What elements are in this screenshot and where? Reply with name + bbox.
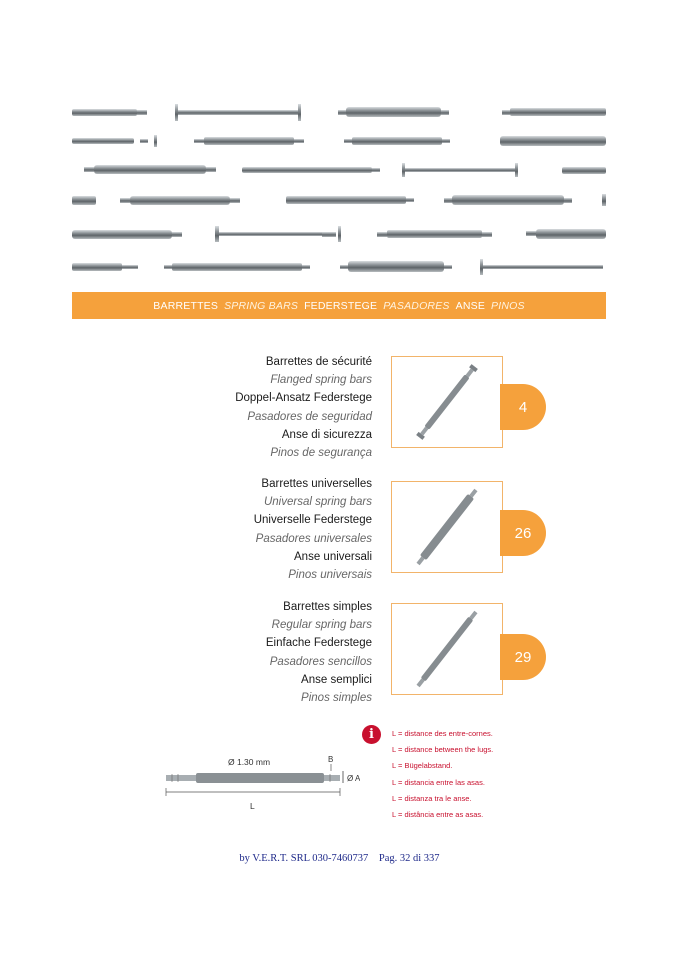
section-title-es: Pasadores sencillos <box>269 655 372 668</box>
section-title-fr: Barrettes de sécurité <box>265 356 372 368</box>
category-banner <box>72 292 606 319</box>
section-title-en: Flanged spring bars <box>270 374 372 387</box>
section-title-de: Doppel-Ansatz Federstege <box>235 392 372 405</box>
page-badge-regular[interactable]: 29 <box>500 634 546 680</box>
spring-bars-photo <box>72 95 606 285</box>
regular-bar-image <box>392 604 502 694</box>
section-title-es: Pasadores de seguridad <box>247 410 372 423</box>
note-fr: L = distance des entre-cornes. <box>392 729 493 738</box>
section-title-en: Universal spring bars <box>263 496 372 509</box>
page-badge-universal[interactable]: 26 <box>500 510 546 556</box>
diameter-label: Ø 1.30 mm <box>228 757 271 767</box>
banner-label-spring-bars: SPRING BARS <box>224 299 299 312</box>
section-title-de: Universelle Federstege <box>253 514 372 527</box>
section-title-it: Anse universali <box>294 550 372 563</box>
section-title-it: Anse di sicurezza <box>281 428 372 441</box>
section-title-pt: Pinos universais <box>288 568 372 581</box>
banner-label-barrettes: BARRETTES <box>153 299 219 312</box>
note-de: L = Bügelabstand. <box>392 761 453 771</box>
banner-label-pasadores: PASADORES <box>383 299 450 312</box>
section-regular-spring-bars <box>200 598 372 707</box>
section-universal-spring-bars <box>200 475 372 584</box>
product-image-flanged[interactable] <box>391 356 503 448</box>
note-it: L = distanza tra le anse. <box>392 793 472 803</box>
section-title-it: Anse semplici <box>301 673 372 686</box>
section-title-fr: Barrettes universelles <box>261 478 372 490</box>
footer-page-number: Pag. 32 di 337 <box>378 853 440 864</box>
l-label: L <box>250 801 255 811</box>
universal-bar-image <box>392 482 502 572</box>
b-label: B <box>328 755 334 764</box>
footer-company: by V.E.R.T. SRL 030-7460737 <box>239 853 369 864</box>
section-title-pt: Pinos simples <box>301 691 372 704</box>
product-image-regular[interactable] <box>391 603 503 695</box>
page-footer <box>0 853 679 864</box>
flanged-bar-image <box>392 357 502 447</box>
a-label: Ø A <box>347 774 360 783</box>
section-title-en: Regular spring bars <box>271 619 372 632</box>
info-icon: i <box>362 725 381 744</box>
note-en: L = distance between the lugs. <box>392 745 494 755</box>
lug-distance-notes <box>392 726 592 823</box>
banner-label-anse: ANSE <box>455 299 486 312</box>
section-title-pt: Pinos de segurança <box>270 446 372 459</box>
spring-bar-dimension-diagram <box>160 752 360 814</box>
spring-bar-drawing <box>166 773 340 783</box>
page-badge-flanged[interactable]: 4 <box>500 384 546 430</box>
section-flanged-spring-bars <box>200 353 372 462</box>
section-title-de: Einfache Federstege <box>265 637 372 650</box>
section-title-fr: Barrettes simples <box>283 601 372 613</box>
section-title-es: Pasadores universales <box>255 532 372 545</box>
banner-label-pinos: PINOS <box>491 299 525 312</box>
banner-label-federstege: FEDERSTEGE <box>304 299 378 312</box>
product-image-universal[interactable] <box>391 481 503 573</box>
note-pt: L = distância entre as asas. <box>392 810 484 820</box>
note-es: L = distancia entre las asas. <box>392 777 485 787</box>
